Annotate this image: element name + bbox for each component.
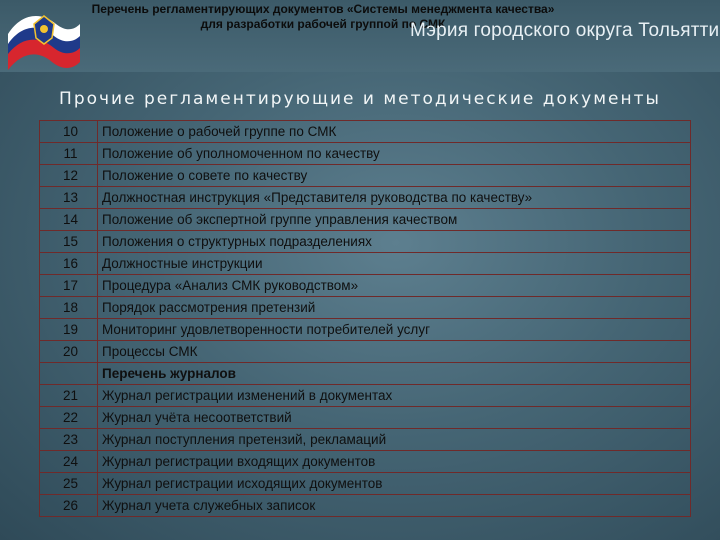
row-number: 20 bbox=[40, 341, 98, 363]
document-name: Положения о структурных подразделениях bbox=[98, 231, 691, 253]
row-number: 14 bbox=[40, 209, 98, 231]
document-name: Журнал регистрации изменений в документах bbox=[98, 385, 691, 407]
document-name: Журнал регистрации входящих документов bbox=[98, 451, 691, 473]
table-row bbox=[40, 121, 691, 143]
slide-title: Прочие регламентирующие и методические документы bbox=[59, 89, 661, 109]
table-row bbox=[40, 319, 691, 341]
table-row bbox=[40, 429, 691, 451]
document-name: Положение о совете по качеству bbox=[98, 165, 691, 187]
row-number: 21 bbox=[40, 385, 98, 407]
document-name: Перечень журналов bbox=[98, 363, 691, 385]
flag-logo-icon bbox=[4, 4, 82, 72]
table-row bbox=[40, 253, 691, 275]
documents-table bbox=[39, 120, 691, 517]
row-number: 18 bbox=[40, 297, 98, 319]
table-row bbox=[40, 451, 691, 473]
heading-line-2: для разработки рабочей группой по СМК bbox=[200, 17, 446, 31]
document-name: Мониторинг удовлетворенности потребителей услуг bbox=[98, 319, 691, 341]
row-number: 26 bbox=[40, 495, 98, 517]
row-number: 25 bbox=[40, 473, 98, 495]
table-row bbox=[40, 187, 691, 209]
document-name: Процедура «Анализ СМК руководством» bbox=[98, 275, 691, 297]
document-name: Положение об уполномоченном по качеству bbox=[98, 143, 691, 165]
row-number bbox=[40, 363, 98, 385]
table-row bbox=[40, 209, 691, 231]
row-number: 16 bbox=[40, 253, 98, 275]
table-row bbox=[40, 495, 691, 517]
document-name: Положение об экспертной группе управления качеством bbox=[98, 209, 691, 231]
section-header-row bbox=[40, 363, 691, 385]
row-number: 10 bbox=[40, 121, 98, 143]
table-row bbox=[40, 143, 691, 165]
document-name: Должностная инструкция «Представителя руководства по качеству» bbox=[98, 187, 691, 209]
table-row bbox=[40, 385, 691, 407]
document-name: Должностные инструкции bbox=[98, 253, 691, 275]
row-number: 24 bbox=[40, 451, 98, 473]
table-row bbox=[40, 473, 691, 495]
table-row bbox=[40, 407, 691, 429]
table-row bbox=[40, 297, 691, 319]
heading-line-1: Перечень регламентирующих документов «Системы менеджмента качества» bbox=[91, 2, 555, 16]
document-name: Журнал учета служебных записок bbox=[98, 495, 691, 517]
row-number: 19 bbox=[40, 319, 98, 341]
row-number: 11 bbox=[40, 143, 98, 165]
table-row bbox=[40, 165, 691, 187]
document-name: Процессы СМК bbox=[98, 341, 691, 363]
row-number: 17 bbox=[40, 275, 98, 297]
table-row bbox=[40, 275, 691, 297]
document-name: Положение о рабочей группе по СМК bbox=[98, 121, 691, 143]
row-number: 13 bbox=[40, 187, 98, 209]
row-number: 23 bbox=[40, 429, 98, 451]
table-row bbox=[40, 341, 691, 363]
document-name: Журнал поступления претензий, рекламаций bbox=[98, 429, 691, 451]
document-name: Порядок рассмотрения претензий bbox=[98, 297, 691, 319]
document-name: Журнал регистрации исходящих документов bbox=[98, 473, 691, 495]
organization-name: Мэрия городского округа Тольятти bbox=[410, 20, 720, 41]
document-name: Журнал учёта несоответствий bbox=[98, 407, 691, 429]
table-row bbox=[40, 231, 691, 253]
row-number: 15 bbox=[40, 231, 98, 253]
row-number: 12 bbox=[40, 165, 98, 187]
row-number: 22 bbox=[40, 407, 98, 429]
